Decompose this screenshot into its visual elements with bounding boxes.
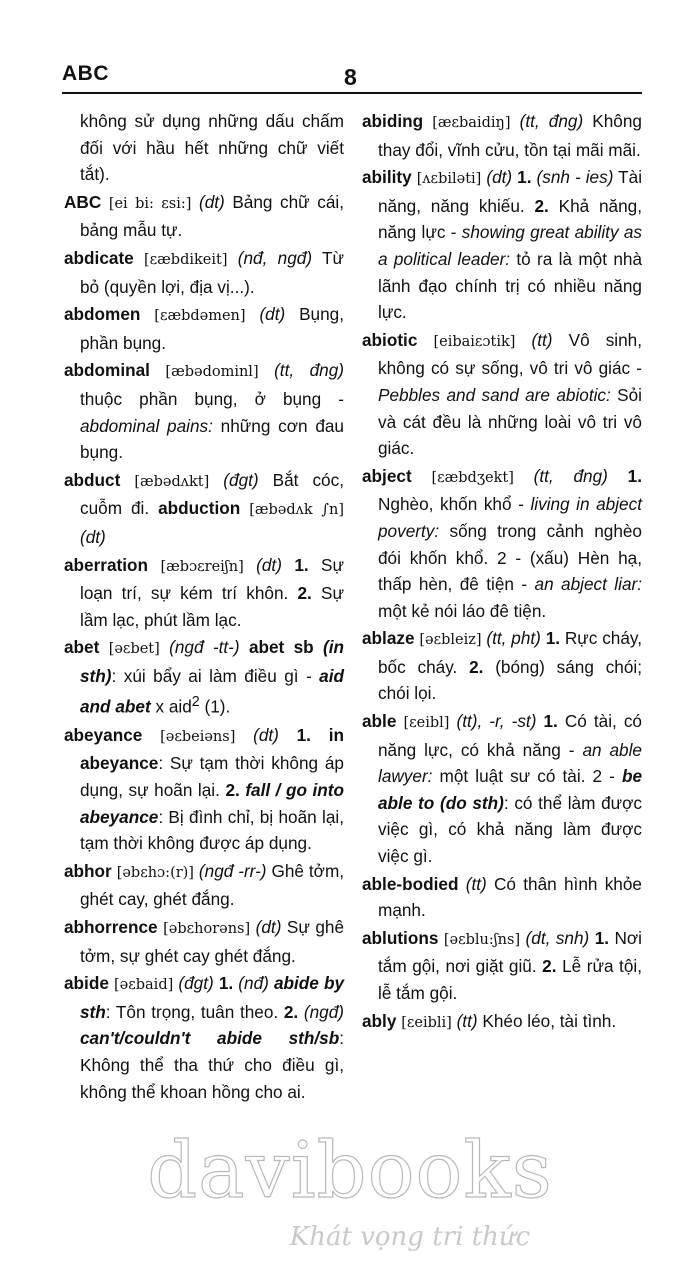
entry-ably: ably [εeibli] (tt) Khéo léo, tài tình. [362, 1010, 617, 1031]
entry-abet: abet [əεbet] (ngđ -tt-) abet sb (in sth): xúi bẩy ai làm điều gì - aid and abet x aid$^2$ (1). [64, 637, 345, 718]
watermark-slogan: Khát vọng tri thức [289, 1222, 531, 1252]
entry-ablutions: ablutions [əεblu:ʃns] (dt, snh) 1. Nơi tắm gội, nơi giặt giũ. 2. Lễ rửa tội, lễ tắm gội. [362, 927, 642, 1003]
entry-able: able [εeibl] (tt), -r, -st) 1. Có tài, có năng lực, có khả năng - an able lawyer: một luật sư có tài. 2 - be able to (do sth): có thể làm được việc gì, có khả năng làm được việc gì. [362, 711, 643, 867]
right-column [362, 108, 642, 1037]
entry-abdicate: abdicate [εæbdikeit] (nđ, ngđ) Từ bỏ (quyền lợi, địa vị...). [64, 247, 345, 297]
page-number: 8 [344, 64, 357, 90]
entry-abhor: abhor [əbεhɔ:(r)] (ngđ -rr-) Ghê tởm, ghét cay, ghét đắng. [64, 860, 345, 910]
left-column [64, 108, 344, 1106]
entry-ablaze: ablaze [əεbleiz] (tt, pht) 1. Rực cháy, bốc cháy. 2. (bóng) sáng chói; chói lọi. [362, 628, 643, 704]
entry-ability: ability [ʌεbiləti] (dt) 1. (snh - ies) Tài năng, năng khiếu. 2. Khả năng, năng lực - showing great ability as a political leader: tỏ ra là một nhà lãnh đạo chính trị có nhiều năng lực. [362, 167, 643, 323]
continued-text: không sử dụng những dấu chấm đối với hầu hết những chữ viết tắt). [80, 111, 344, 185]
entry-abide: abide [əεbaid] (đgt) 1. (nđ) abide by sth: Tôn trọng, tuân theo. 2. (ngđ) can't/couldn't abide sth/sb: Không thể tha thứ cho điều gì, không thể khoan hồng cho ai. [64, 973, 345, 1102]
entry-abject: abject [εæbdʒekt] (tt, đng) 1. Nghèo, khốn khổ - living in abject poverty: sống trong cảnh nghèo đói khốn khổ. 2 - (xấu) Hèn hạ, thấp hèn, đê tiện - an abject liar: một kẻ nói láo đê tiện. [362, 465, 643, 621]
entry-abc: ABC [ei bi: εsi:] (dt) Bảng chữ cái, bảng mẫu tự. [64, 191, 344, 241]
entry-aberration: aberration [æbɔεreiʃn] (dt) 1. Sự loạn trí, sự kém trí khôn. 2. Sự lầm lạc, phút lầm lạc. [64, 554, 345, 630]
entry-abdominal: abdominal [æbədominl] (tt, đng) thuộc phần bụng, ở bụng - abdominal pains: những cơn đau bụng. [64, 360, 344, 463]
entry-abduct: abduct [æbədʌkt] (đgt) Bắt cóc, cuỗm đi. abduction [æbədʌk ∫n] (dt) [64, 469, 344, 547]
entry-abhorrence: abhorrence [əbεhorəns] (dt) Sự ghê tởm, sự ghét cay ghét đắng. [64, 916, 345, 966]
entry-abeyance: abeyance [əεbeiəns] (dt) 1. in abeyance: Sự tạm thời không áp dụng, sự hoãn lại. 2. fall / go into abeyance: Bị đình chỉ, bị hoãn lại, tạm thời không được áp dụng. [64, 724, 344, 854]
entry-able-bodied: able-bodied (tt) Có thân hình khỏe mạnh. [362, 873, 642, 921]
section-label: ABC [62, 62, 109, 85]
entry-abiding: abiding [æεbaidiŋ] (tt, đng) Không thay đổi, vĩnh cửu, tồn tại mãi mãi. [362, 111, 642, 160]
entry-abiotic: abiotic [eibaiεɔtik] (tt) Vô sinh, không có sự sống, vô tri vô giác - Pebbles and sand are abiotic: Sỏi và cát đều là những loài vô tri vô giác. [362, 329, 643, 459]
entry-abdomen: abdomen [εæbdəmen] (dt) Bụng, phần bụng. [64, 304, 345, 353]
page-header [62, 56, 642, 94]
watermark-brand: davibooks [147, 1126, 553, 1216]
